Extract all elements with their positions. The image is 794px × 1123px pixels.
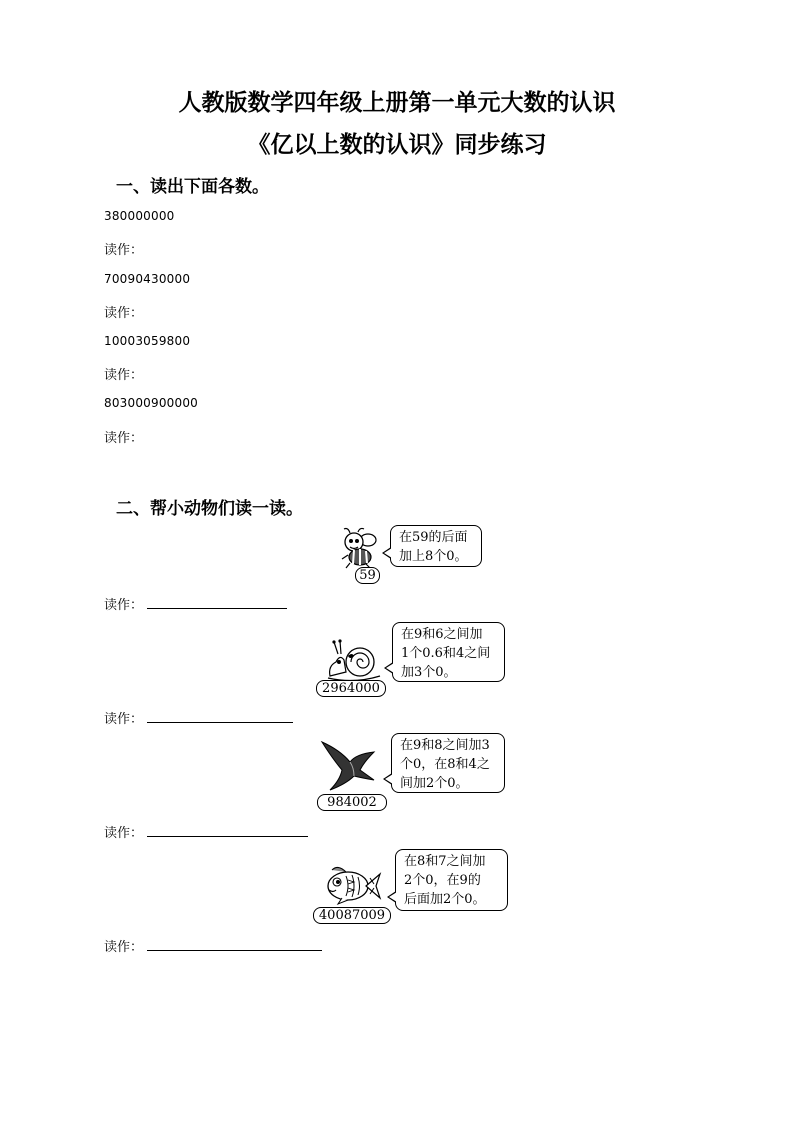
read-label-1: 读作： bbox=[104, 243, 144, 258]
number-box-2: 2964000 bbox=[316, 680, 386, 697]
hint-line: 在8和7之间加 bbox=[404, 854, 486, 869]
number-3: 10003059800 bbox=[104, 334, 191, 348]
answer-label-3: 读作： bbox=[104, 826, 144, 841]
answer-line-2[interactable] bbox=[147, 722, 293, 723]
hint-line: 个0，在8和4之 bbox=[400, 757, 490, 772]
hint-line: 后面加2个0。 bbox=[404, 892, 486, 907]
answer-line-1[interactable] bbox=[147, 608, 287, 609]
hint-line: 加3个0。 bbox=[401, 665, 457, 680]
hint-bubble-2 bbox=[392, 622, 505, 682]
number-box-1: 59 bbox=[355, 567, 380, 584]
read-label-2: 读作： bbox=[104, 306, 144, 321]
number-1: 380000000 bbox=[104, 209, 175, 223]
hint-bubble-4 bbox=[395, 849, 508, 911]
read-label-4: 读作： bbox=[104, 431, 144, 446]
answer-line-3[interactable] bbox=[147, 836, 308, 837]
hint-bubble-1 bbox=[390, 525, 482, 567]
number-2: 70090430000 bbox=[104, 272, 191, 286]
hint-line: 在9和6之间加 bbox=[401, 627, 483, 642]
number-4: 803000900000 bbox=[104, 396, 199, 410]
swallow-icon bbox=[320, 740, 376, 792]
hint-line: 1个0.6和4之间 bbox=[401, 646, 491, 661]
title-line-2: 《亿以上数的认识》同步练习 bbox=[247, 131, 547, 158]
answer-label-1: 读作： bbox=[104, 598, 144, 613]
number-box-4: 40087009 bbox=[313, 907, 391, 924]
read-label-3: 读作： bbox=[104, 368, 144, 383]
hint-line: 在59的后面 bbox=[399, 530, 468, 545]
title-line-1: 人教版数学四年级上册第一单元大数的认识 bbox=[178, 89, 616, 116]
fish-icon bbox=[324, 864, 382, 906]
section-1-heading: 一、读出下面各数。 bbox=[116, 177, 269, 197]
hint-line: 间加2个0。 bbox=[400, 776, 469, 791]
hint-line: 2个0，在9的 bbox=[404, 873, 481, 888]
answer-label-4: 读作： bbox=[104, 940, 144, 955]
hint-line: 加上8个0。 bbox=[399, 549, 468, 564]
answer-label-2: 读作： bbox=[104, 712, 144, 727]
answer-line-4[interactable] bbox=[147, 950, 322, 951]
snail-icon bbox=[326, 638, 382, 682]
hint-line: 在9和8之间加3 bbox=[400, 738, 490, 753]
bee-icon bbox=[336, 527, 380, 569]
number-box-3: 984002 bbox=[317, 794, 387, 811]
hint-bubble-3 bbox=[391, 733, 505, 793]
section-2-heading: 二、帮小动物们读一读。 bbox=[116, 499, 303, 519]
